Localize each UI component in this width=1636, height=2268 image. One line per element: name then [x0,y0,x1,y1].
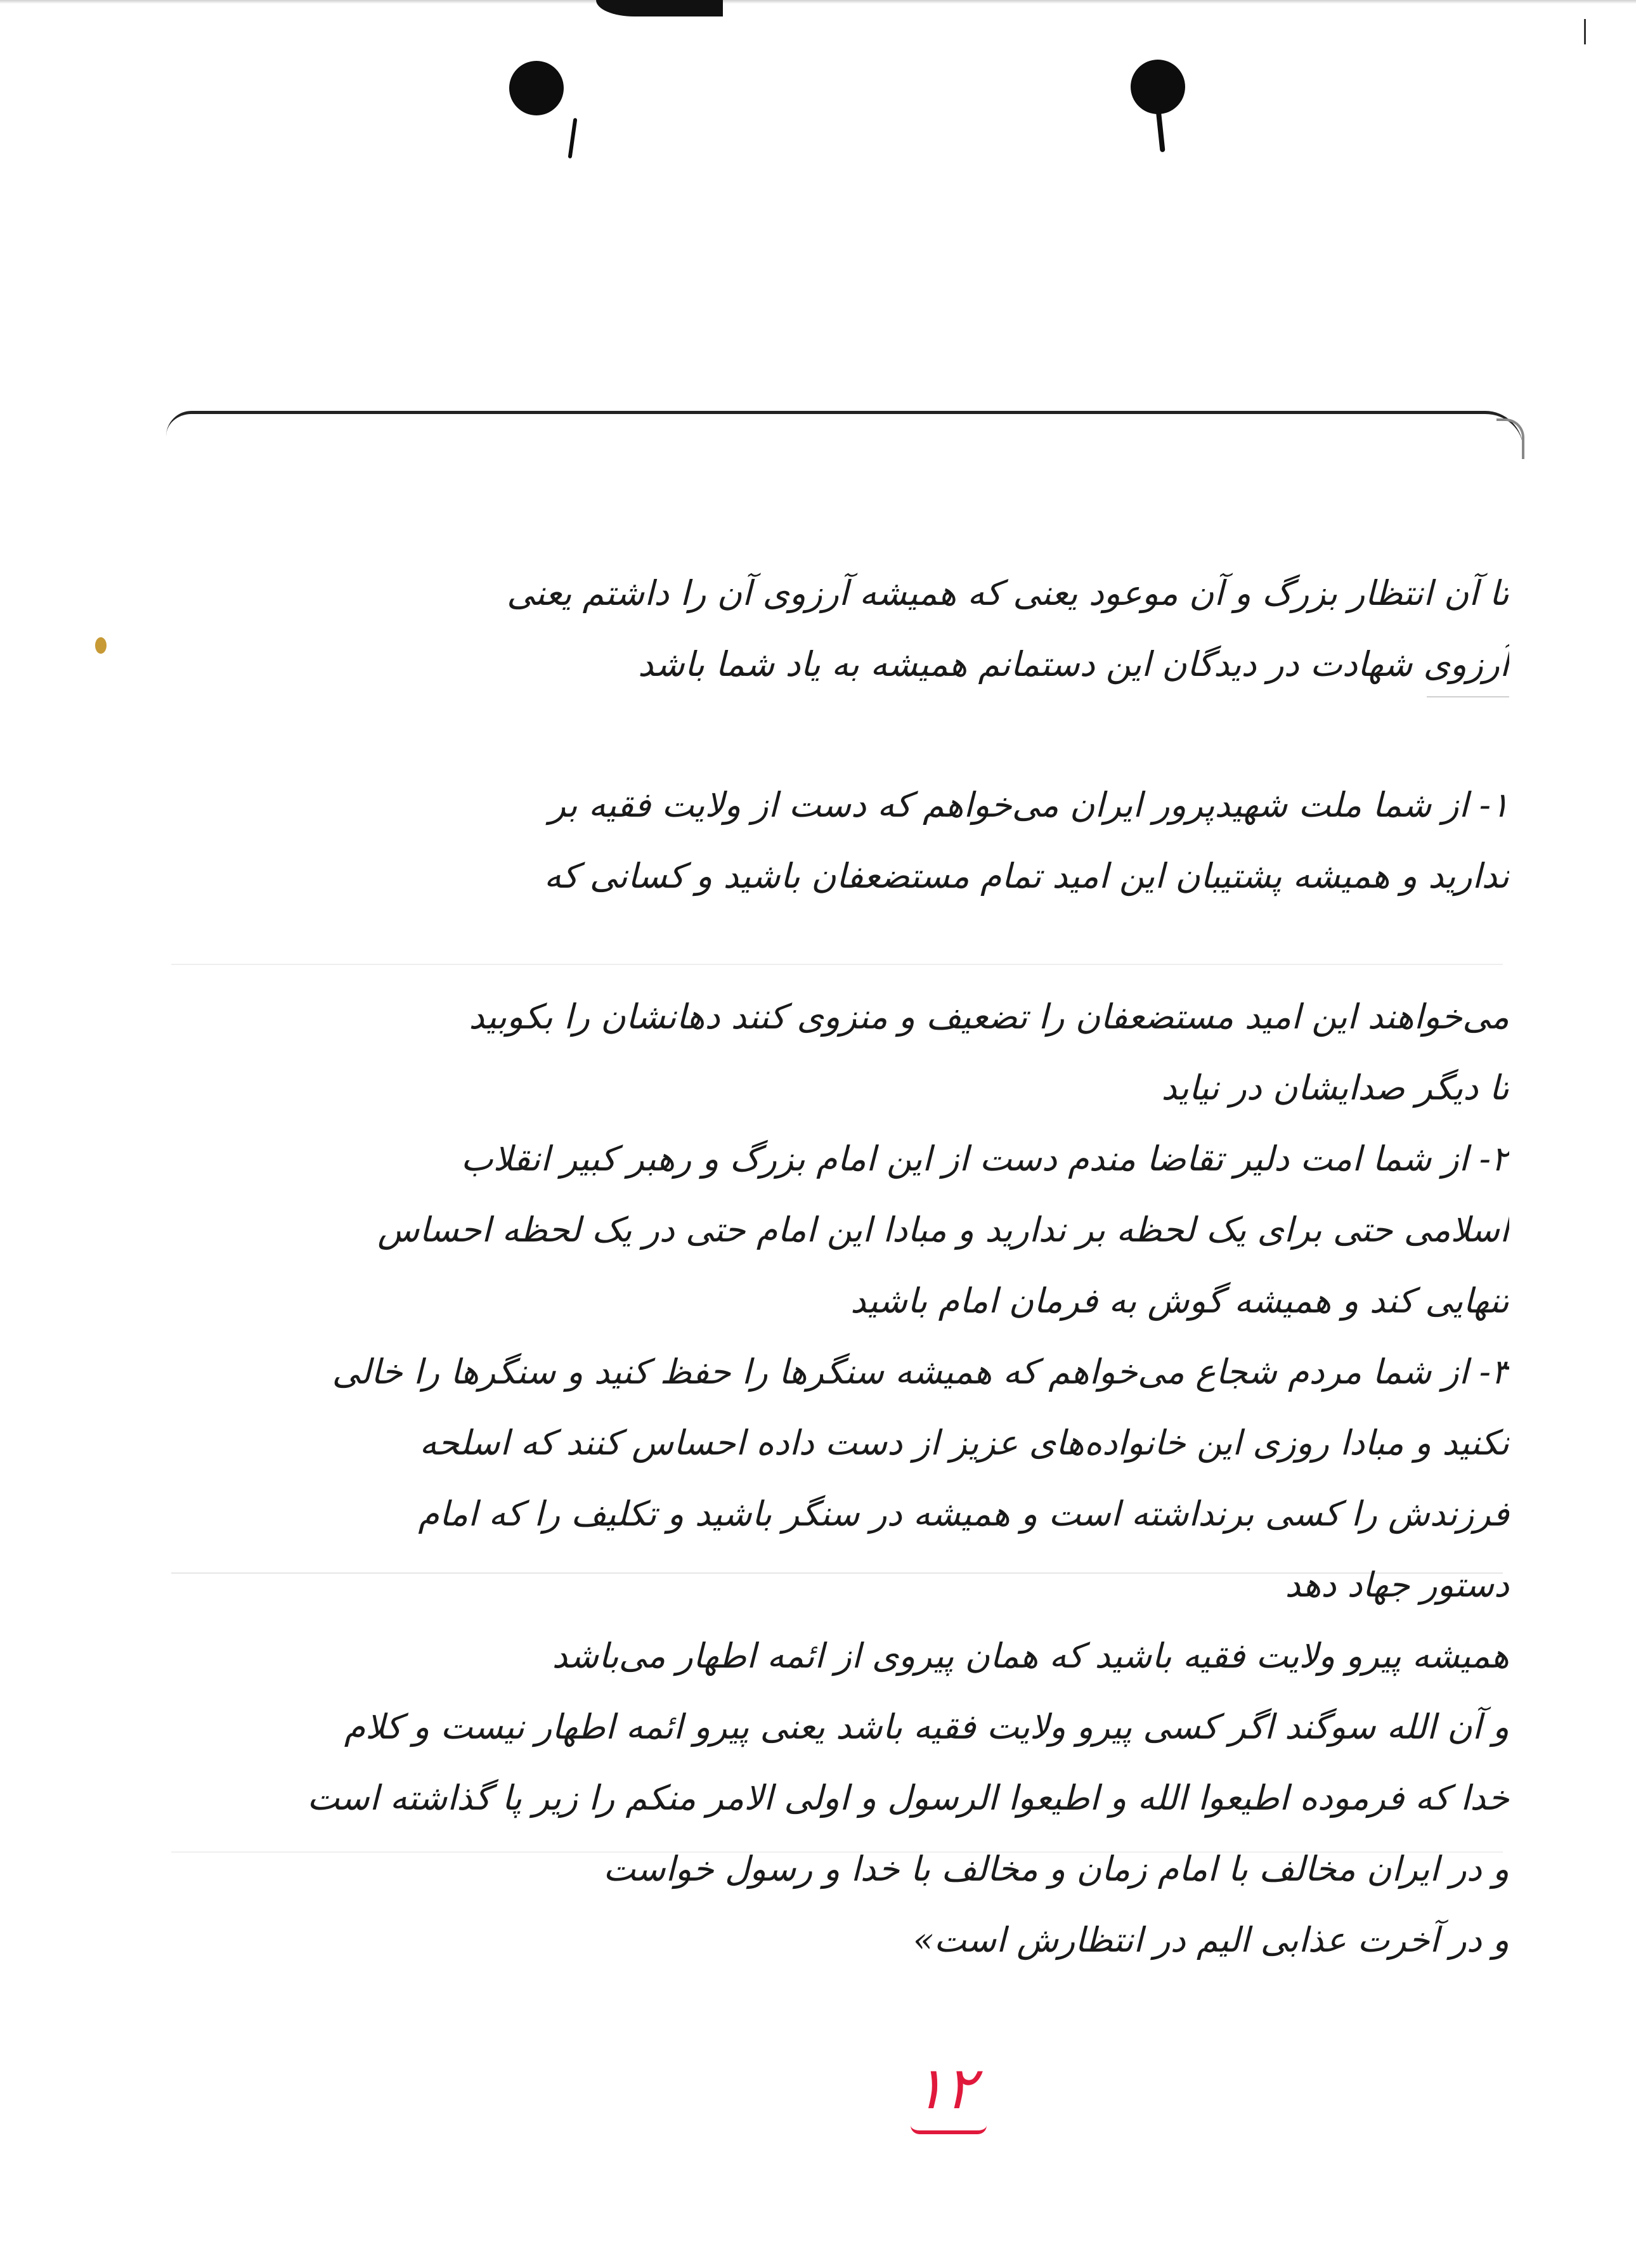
text-line: تا آن انتظار بزرگ و آن موعود یعنی که همیشه آرزوی آن را داشتم یعنی [507,573,1509,613]
text-line: می‌خواهند این امید مستضعفان را تضعیف و منزوی کنند دهانشان را بکوبید [469,997,1509,1037]
text-line: و آن الله سوگند اگر کسی پیرو ولایت فقیه باشد یعنی پیرو ائمه اطهار نیست و کلام [344,1707,1509,1747]
text-line: همیشه پیرو ولایت فقیه باشید که همان پیروی از ائمه اطهار می‌باشد [552,1636,1509,1676]
text-line: ۱- از شما ملت شهیدپرور ایران می‌خواهم که دست از ولایت فقیه بر [549,785,1509,825]
text-line: اسلامی حتی برای یک لحظه بر ندارید و مبادا این امام حتی در یک لحظه احساس [377,1210,1509,1250]
paragraph-gap [165,700,1509,770]
binding-strip [596,0,723,16]
paragraph-intro [165,558,1509,700]
text-line: ۳- از شما مردم شجاع می‌خواهم که همیشه سنگرها را حفظ کنید و سنگرها را خالی [332,1352,1509,1392]
letter-body [165,558,1509,1976]
corner-mark [1584,19,1591,44]
text-line: تا دیگر صدایشان در نیاید [1161,1068,1509,1108]
text-line: تنهایی کند و همیشه گوش به فرمان امام باشید [850,1281,1509,1321]
text-line: و در آخرت عذابی الیم در انتظارش است» [912,1920,1509,1960]
punch-hole-right [1131,60,1185,114]
paragraph-1 [165,770,1509,912]
letterhead-frame-corner [1496,418,1524,459]
text-line: خدا که فرموده اطیعوا الله و اطیعوا الرسول و اولی الامر منکم را زیر پا گذاشته است [307,1778,1509,1818]
text-line: ۲- از شما امت دلیر تقاضا مندم دست از این امام بزرگ و رهبر کبیر انقلاب [460,1139,1509,1179]
letterhead-frame-line [166,411,1523,465]
page-number: ۱۲ [913,2054,977,2122]
text-line: نکنید و مبادا روزی این خانواده‌های عزیز از دست داده احساس کنند که اسلحه [419,1423,1509,1463]
text-line: ندارید و همیشه پشتیبان این امید تمام مستضعفان باشید و کسانی که [543,856,1509,896]
text-line: دستور جهاد دهد [1285,1565,1509,1605]
punch-hole-left [509,61,564,115]
paragraph-4 [165,1621,1509,1976]
paragraph-2 [165,1124,1509,1337]
text-line: و در ایران مخالف با امام زمان و مخالف با خدا و رسول خواست [603,1849,1509,1889]
paragraph-gap [165,912,1509,982]
text-line: فرزندش را کسی برنداشته است و همیشه در سنگر باشید و تکلیف را که امام [418,1494,1509,1534]
scan-top-edge [0,0,1636,4]
page-number-underline [911,2125,987,2134]
punch-hole-left-mark [568,118,578,159]
punch-hole-right-mark [1155,108,1165,152]
stain-mark [95,637,107,654]
paragraph-1-continued [165,982,1509,1124]
paragraph-3 [165,1337,1509,1621]
text-line: آرزوی شهادت در دیدگان این دستمانم همیشه به یاد شما باشد [638,644,1509,684]
